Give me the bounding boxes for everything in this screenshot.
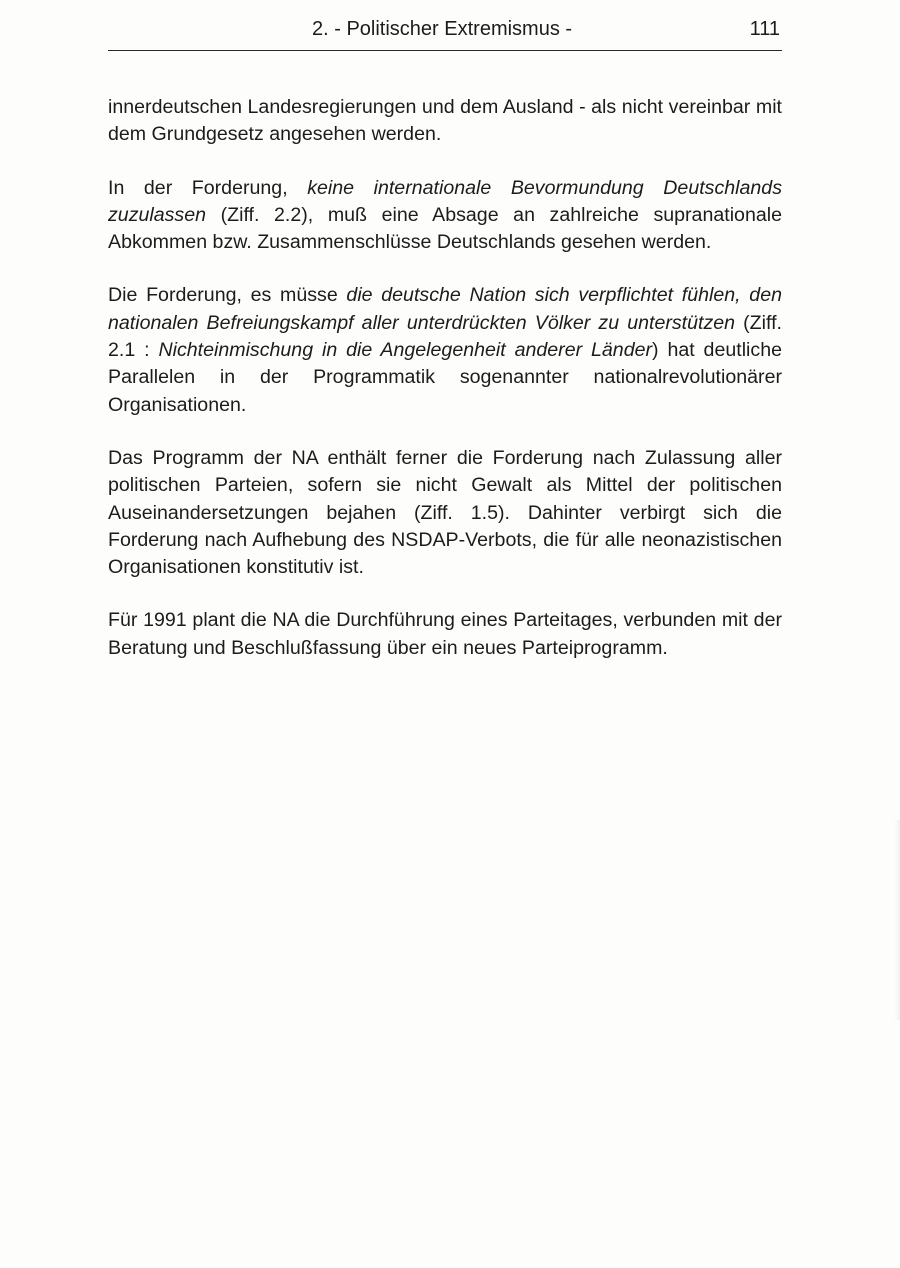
- paragraph-2: [108, 175, 782, 257]
- paragraph-3-text-b: (Ziff. 2.1 :: [108, 311, 782, 362]
- body-text: [108, 94, 782, 688]
- paragraph-3-text-a: Die Forderung, es müsse: [108, 284, 347, 307]
- page-number: 111: [749, 18, 780, 40]
- paragraph-4: [108, 445, 782, 581]
- paragraph-1: [108, 94, 782, 149]
- paragraph-3: [108, 282, 782, 418]
- scan-shadow: [894, 820, 900, 1020]
- paragraph-2-quote: keine internationale Bevormundung Deutschlands zuzulassen: [108, 176, 782, 226]
- running-title: 2. - Politischer Extremismus -: [312, 18, 573, 40]
- paragraph-5-text: Für 1991 plant die NA die Durchführung eines Parteitages, verbunden mit der Beratung und Beschlußfassung über ein neues Parteiprogramm.: [108, 609, 782, 659]
- paragraph-2-text-b: (Ziff. 2.2), muß eine Absage an zahlreiche supranationale Abkommen bzw. Zusammenschlüsse Deutschlands gesehen werden.: [108, 203, 782, 254]
- paragraph-3-quote-b: Nichteinmischung in die Angelegenheit anderer Länder: [158, 339, 653, 362]
- paragraph-2-text-a: In der Forderung,: [108, 176, 308, 199]
- page-header: [108, 16, 782, 51]
- paragraph-1-text: innerdeutschen Landesregierungen und dem Ausland - als nicht vereinbar mit dem Grundgesetz angesehen werden.: [108, 96, 782, 146]
- paragraph-3-text-c: ) hat deutliche Parallelen in der Programmatik sogenannter nationalrevolutionärer Organisationen.: [108, 339, 782, 416]
- paragraph-3-quote-a: die deutsche Nation sich verpflichtet fühlen, den nationalen Befreiungskampf aller unterdrückten Völker zu unterstützen: [108, 284, 782, 334]
- paragraph-5: [108, 607, 782, 662]
- paragraph-4-text: Das Programm der NA enthält ferner die Forderung nach Zulassung aller politischen Parteien, sofern sie nicht Gewalt als Mittel der politischen Auseinandersetzungen bejahen (Ziff. 1.5). Dahinter verbirgt sich die Forderung nach Aufhebung des NSDAP-Verbots, die für alle neonazistischen Organisationen konstitutiv ist.: [108, 446, 782, 579]
